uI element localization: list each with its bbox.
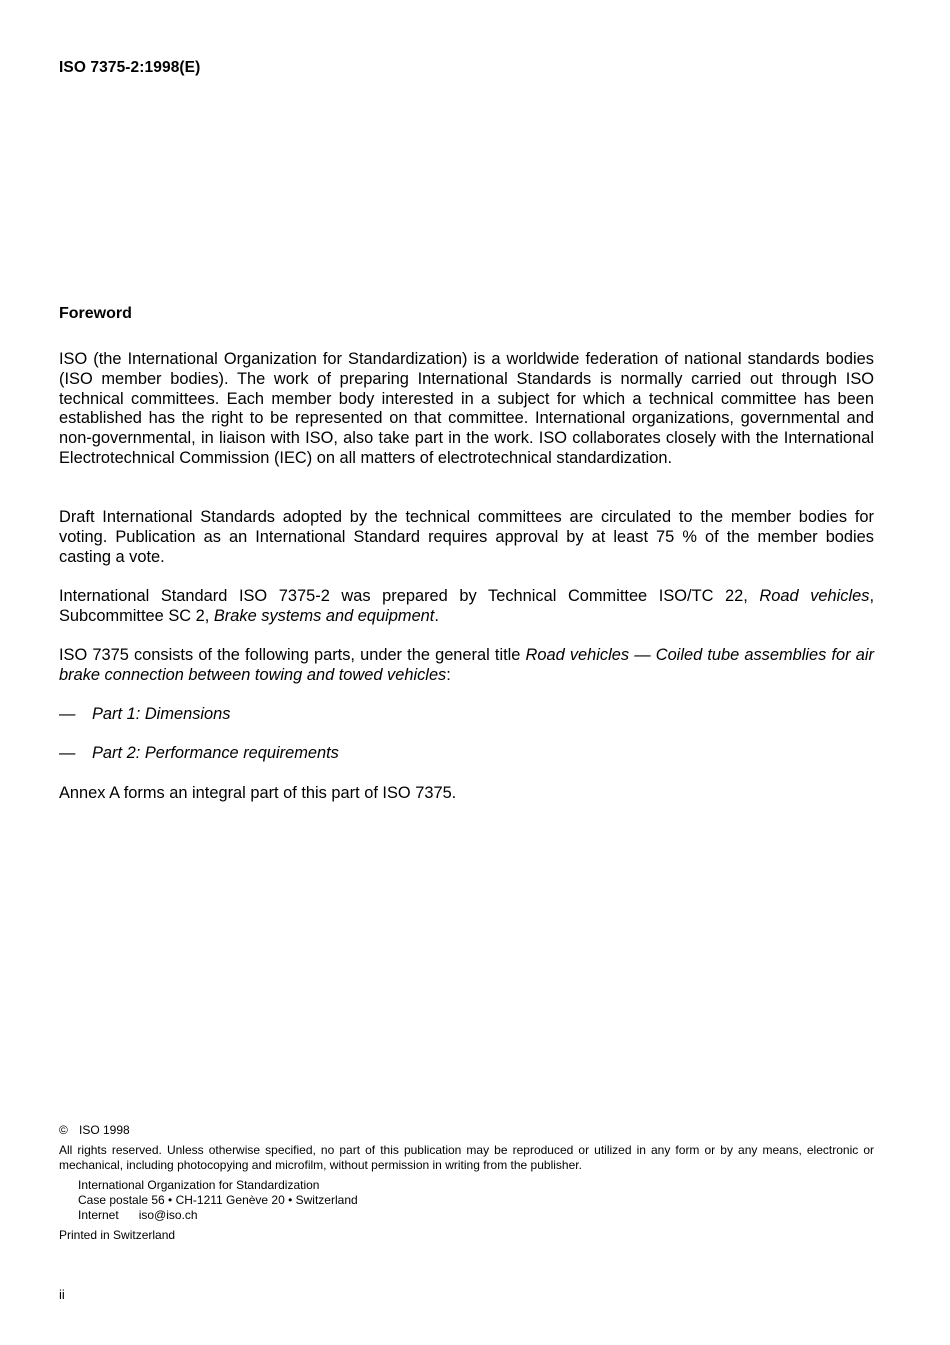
internet-email: iso@iso.ch [138, 1208, 198, 1222]
rights-statement: All rights reserved. Unless otherwise specified, no part of this publication may be reproduced or utilized in any form or by any means, electronic or mechanical, including photocopying and microfilm, without permission in writing from the publisher. [59, 1143, 874, 1172]
copyright-symbol: © [59, 1123, 68, 1137]
part-label: Part 1: Dimensions [92, 705, 231, 723]
foreword-paragraph-2: Draft International Standards adopted by the technical committees are circulated to the member bodies for voting. Publication as an International Standard requires approval by at least 75 % of the member bodies casting a vote. [59, 508, 874, 566]
list-dash: — [59, 705, 76, 723]
p3-text-b: , Subcommittee SC 2, [59, 587, 874, 625]
list-dash: — [59, 744, 76, 762]
copyright-line [59, 1123, 879, 1138]
document-id: ISO 7375-2:1998(E) [59, 59, 201, 76]
p3-text-c: . [434, 606, 439, 625]
page-number: ii [59, 1287, 65, 1302]
foreword-paragraph-1: ISO (the International Organization for Standardization) is a worldwide federation of national standards bodies (ISO member bodies). The work of preparing International Standards is normally carried out through ISO technical committees. Each member body interested in a subject for which a technical committee has been established has the right to be represented on that committee. International organizations, governmental and non-governmental, in liaison with ISO, also take part in the work. ISO collaborates closely with the International Electrotechnical Commission (IEC) on all matters of electrotechnical standardization. [59, 350, 874, 467]
org-name: International Organization for Standardization [78, 1178, 320, 1192]
part-label: Part 2: Performance requirements [92, 744, 339, 762]
part-list-item [59, 744, 874, 764]
p4-general-title: Road vehicles — Coiled tube assemblies for air brake connection between towing and towed vehicles [59, 646, 874, 684]
copyright-text: ISO 1998 [79, 1123, 130, 1137]
p3-text-a: International Standard ISO 7375-2 was prepared by Technical Committee ISO/TC 22, [59, 587, 760, 605]
postal-address: Case postale 56 • CH-1211 Genève 20 • Switzerland [78, 1193, 358, 1207]
foreword-heading: Foreword [59, 305, 132, 322]
internet-label: Internet [78, 1208, 119, 1222]
p4-text-b: : [446, 665, 451, 684]
foreword-paragraph-3 [59, 587, 874, 627]
p3-subcommittee-title: Brake systems and equipment [213, 606, 435, 625]
foreword-paragraph-5: Annex A forms an integral part of this part of ISO 7375. [59, 784, 457, 802]
printed-in: Printed in Switzerland [59, 1228, 176, 1242]
internet-line [78, 1208, 898, 1223]
foreword-paragraph-4 [59, 646, 874, 686]
part-list-item [59, 705, 874, 725]
publisher-address [78, 1178, 898, 1223]
p4-text-a: ISO 7375 consists of the following parts, under the general title [59, 646, 526, 664]
p3-committee-title: Road vehicles [759, 587, 870, 605]
